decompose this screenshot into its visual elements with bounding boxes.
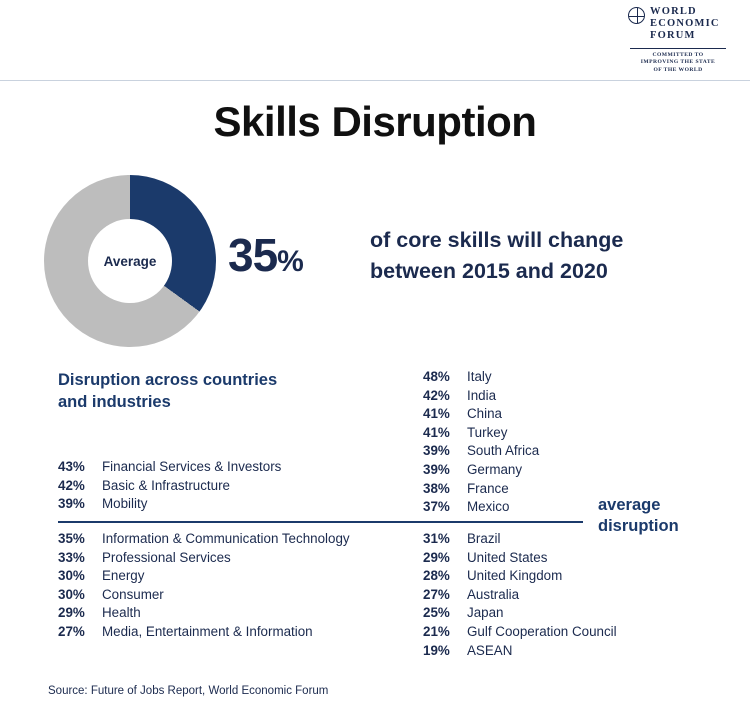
list-item xyxy=(58,530,398,549)
list-item-label: Australia xyxy=(467,586,520,602)
list-item xyxy=(58,567,398,586)
list-item-label: Media, Entertainment & Information xyxy=(102,623,313,639)
wef-tagline-line-1: COMMITTED TO xyxy=(652,52,704,58)
list-item-label: India xyxy=(467,387,497,403)
list-item-percentage: 39% xyxy=(423,443,450,459)
list-item-label: South Africa xyxy=(467,443,540,459)
list-item-percentage: 25% xyxy=(423,605,450,621)
logo-divider xyxy=(630,48,726,49)
headline-percentage xyxy=(228,228,303,282)
list-item-label: Energy xyxy=(102,568,145,584)
list-item xyxy=(423,442,673,461)
list-item-percentage: 33% xyxy=(58,549,85,565)
globe-icon xyxy=(628,7,645,24)
list-item xyxy=(423,623,683,642)
list-item-percentage: 41% xyxy=(423,424,450,440)
list-item xyxy=(423,424,673,443)
list-item-label: Japan xyxy=(467,605,504,621)
list-item xyxy=(58,586,398,605)
list-item-label: Information & Communication Technology xyxy=(102,531,350,546)
list-item xyxy=(58,477,398,496)
list-item xyxy=(423,405,673,424)
list-item-label: Mexico xyxy=(467,499,510,515)
list-item xyxy=(58,458,398,477)
donut-center-label: Average xyxy=(103,253,157,269)
donut-chart xyxy=(44,175,216,347)
wef-tagline-line-2: IMPROVING THE STATE xyxy=(640,59,716,66)
section-title-line-1: Disruption across countries xyxy=(58,371,278,389)
list-item-label: Professional Services xyxy=(102,549,231,565)
average-note-line-2: disruption xyxy=(598,517,679,535)
list-item xyxy=(423,567,683,586)
list-item-label: Germany xyxy=(467,461,523,477)
list-item-percentage: 39% xyxy=(423,461,450,477)
wef-tagline-line-3: OF THE WORLD xyxy=(653,66,703,73)
list-item xyxy=(423,368,673,387)
wef-logo-wordmark xyxy=(628,6,728,42)
list-item-label: Brazil xyxy=(467,531,501,546)
wef-tagline xyxy=(628,52,728,74)
list-item xyxy=(423,549,683,568)
list-item xyxy=(423,586,683,605)
list-item xyxy=(58,549,398,568)
list-item xyxy=(58,604,398,623)
list-item-percentage: 31% xyxy=(423,531,450,546)
average-note-line-1: average xyxy=(598,496,661,514)
headline-percentage-value: 35 xyxy=(228,229,278,281)
list-item xyxy=(58,495,398,514)
list-item-label: United Kingdom xyxy=(467,568,563,584)
headline-text xyxy=(370,225,730,287)
list-item-percentage: 21% xyxy=(423,623,450,639)
list-item-percentage: 28% xyxy=(423,568,450,584)
list-item-percentage: 42% xyxy=(423,387,450,403)
source-note: Source: Future of Jobs Report, World Economic Forum xyxy=(48,685,329,697)
headline-text-line-1: of core skills will change xyxy=(370,228,624,252)
list-item-label: Turkey xyxy=(467,424,508,440)
list-item-percentage: 27% xyxy=(423,586,450,602)
list-item-percentage: 42% xyxy=(58,477,85,493)
page-header xyxy=(0,0,750,81)
list-item xyxy=(423,387,673,406)
wef-logo xyxy=(628,6,728,74)
section-title-line-2: and industries xyxy=(58,393,171,411)
industries-above-average-list xyxy=(58,458,398,514)
section-title xyxy=(58,369,358,413)
list-item-label: Financial Services & Investors xyxy=(102,459,282,474)
list-item-percentage: 43% xyxy=(58,459,85,474)
industries-below-average-list xyxy=(58,530,398,642)
list-item-label: Gulf Cooperation Council xyxy=(467,623,617,639)
list-item-percentage: 39% xyxy=(58,496,85,512)
list-item xyxy=(58,623,398,642)
list-item-percentage: 35% xyxy=(58,531,85,546)
list-item-label: Basic & Infrastructure xyxy=(102,477,231,493)
list-item-label: China xyxy=(467,406,502,422)
list-item-label: Consumer xyxy=(102,586,164,602)
list-item-label: Italy xyxy=(467,369,492,384)
list-item-percentage: 27% xyxy=(58,623,85,639)
list-item-label: France xyxy=(467,480,509,496)
list-item xyxy=(423,461,673,480)
list-item-percentage: 29% xyxy=(58,605,85,621)
list-item-percentage: 41% xyxy=(423,406,450,422)
list-item-label: United States xyxy=(467,549,548,565)
list-item-percentage: 29% xyxy=(423,549,450,565)
list-item-label: Mobility xyxy=(102,496,148,512)
headline-text-line-2: between 2015 and 2020 xyxy=(370,259,608,283)
list-item xyxy=(423,642,683,661)
list-item-percentage: 19% xyxy=(423,642,450,658)
percent-symbol: % xyxy=(277,245,303,278)
list-item-percentage: 38% xyxy=(423,480,450,496)
list-item-percentage: 30% xyxy=(58,568,85,584)
list-item-percentage: 48% xyxy=(423,369,450,384)
list-item-percentage: 37% xyxy=(423,499,450,515)
wef-logo-line-3: FORUM xyxy=(650,30,696,41)
countries-below-average-list xyxy=(423,530,683,660)
list-item-label: ASEAN xyxy=(467,642,513,658)
list-item-label: Health xyxy=(102,605,141,621)
average-disruption-note xyxy=(598,495,738,537)
wef-logo-line-1: WORLD xyxy=(650,6,697,17)
list-item xyxy=(423,604,683,623)
wef-logo-line-2: ECONOMIC xyxy=(650,18,720,29)
page-title: Skills Disruption xyxy=(213,98,537,145)
average-divider-line xyxy=(58,521,583,523)
list-item-percentage: 30% xyxy=(58,586,85,602)
